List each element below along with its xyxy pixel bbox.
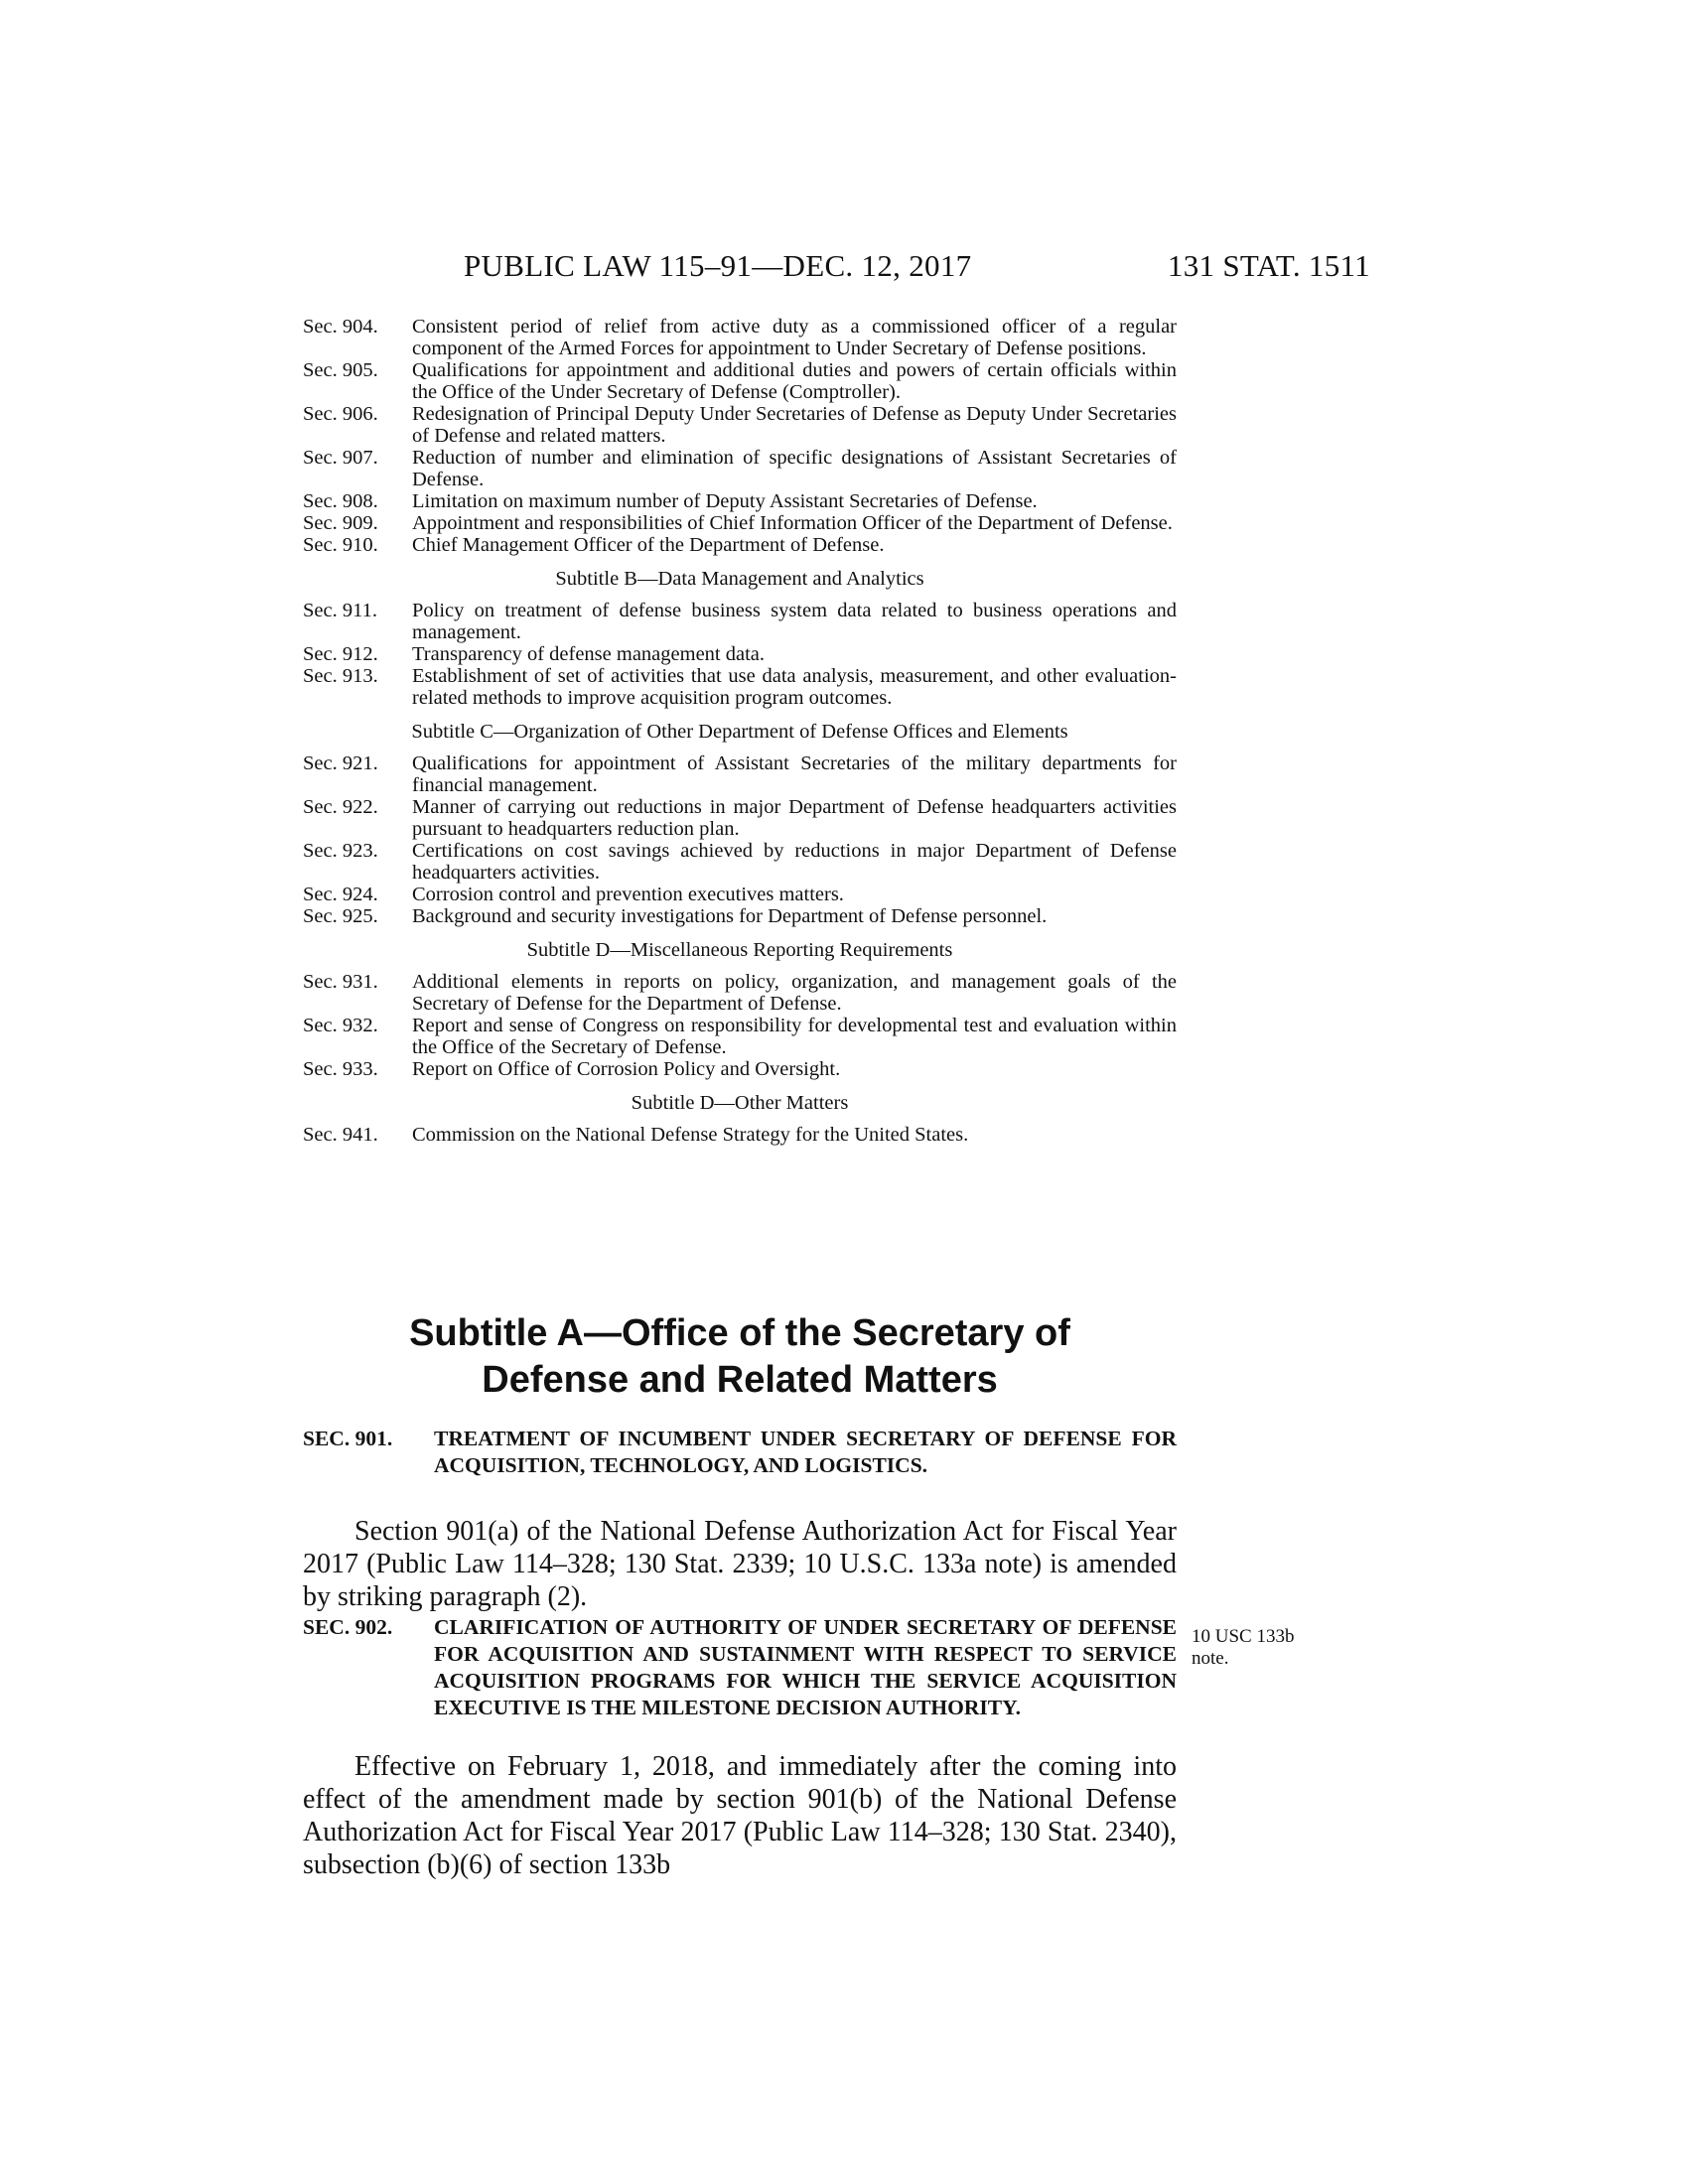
toc-entry: Sec. 913. Establishment of set of activities that use data analysis, measurement, and other evaluation-related methods to improve acquisition program outcomes. bbox=[303, 665, 1177, 709]
margin-note: 10 USC 133b note. bbox=[1192, 1626, 1295, 1669]
subtitle-a-heading: Subtitle A—Office of the Secretary of Defense and Related Matters bbox=[409, 1312, 1070, 1401]
toc-group-subtitle-a bbox=[303, 316, 1177, 556]
toc-entry: Sec. 941. Commission on the National Defense Strategy for the United States. bbox=[303, 1124, 969, 1146]
toc-entry: Sec. 912. Transparency of defense management data. bbox=[303, 643, 766, 665]
toc-entry: Sec. 906. Redesignation of Principal Deputy Under Secretaries of Defense as Deputy Under Secretaries of Defense and related matters. bbox=[303, 403, 1177, 447]
section-902-body: Effective on February 1, 2018, and immediately after the coming into effect of the amendment made by section 901(b) of the National Defense Authorization Act for Fiscal Year 2017 (Public Law 114–328; 130 Stat. 2340), subsection (b)(6) of section 133b bbox=[303, 1751, 1177, 1880]
running-head-stat: 131 STAT. 1511 bbox=[1167, 248, 1370, 283]
toc-entry: Sec. 932. Report and sense of Congress on responsibility for developmental test and evaluation within the Office of the Secretary of Defense. bbox=[303, 1015, 1177, 1058]
toc-entry: Sec. 923. Certifications on cost savings achieved by reductions in major Department of Defense headquarters activities. bbox=[303, 840, 1177, 884]
page-header bbox=[298, 248, 1370, 288]
table-of-contents bbox=[303, 316, 1177, 1146]
toc-group-subtitle-c bbox=[303, 752, 1177, 927]
section-902-heading: SEC. 902. CLARIFICATION OF AUTHORITY OF UNDER SECRETARY OF DEFENSE FOR ACQUISITION AND SUSTAINMENT WITH RESPECT TO SERVICE ACQUISITION PROGRAMS FOR WHICH THE SERVICE ACQUISITION EXECUTIVE IS THE MILESTONE DECISION AUTHORITY. bbox=[303, 1615, 1177, 1719]
toc-entry: Sec. 933. Report on Office of Corrosion Policy and Oversight. bbox=[303, 1058, 841, 1080]
toc-entry: Sec. 908. Limitation on maximum number of Deputy Assistant Secretaries of Defense. bbox=[303, 490, 1038, 512]
toc-entry: Sec. 904. Consistent period of relief from active duty as a commissioned officer of a regular component of the Armed Forces for appointment to Under Secretary of Defense positions. bbox=[303, 316, 1177, 359]
section-901-body: Section 901(a) of the National Defense Authorization Act for Fiscal Year 2017 (Public Law 114–328; 130 Stat. 2339; 10 U.S.C. 133a note) is amended by striking paragraph (2). bbox=[303, 1516, 1177, 1612]
toc-entry: Sec. 909. Appointment and responsibilities of Chief Information Officer of the Department of Defense. bbox=[303, 512, 1173, 534]
toc-group-subtitle-b bbox=[303, 600, 1177, 709]
toc-entry: Sec. 905. Qualifications for appointment and additional duties and powers of certain officials within the Office of the Under Secretary of Defense (Comptroller). bbox=[303, 359, 1177, 403]
toc-group-other-matters bbox=[303, 1124, 1177, 1146]
toc-subtitle-d: Subtitle D—Miscellaneous Reporting Requirements bbox=[526, 939, 953, 961]
toc-entry: Sec. 910. Chief Management Officer of the Department of Defense. bbox=[303, 534, 885, 556]
toc-entry: Sec. 931. Additional elements in reports on policy, organization, and management goals of the Secretary of Defense for the Department of Defense. bbox=[303, 971, 1177, 1015]
toc-entry: Sec. 911. Policy on treatment of defense business system data related to business operations and management. bbox=[303, 600, 1177, 643]
toc-group-subtitle-d bbox=[303, 971, 1177, 1080]
section-901-heading: SEC. 901. TREATMENT OF INCUMBENT UNDER SECRETARY OF DEFENSE FOR ACQUISITION, TECHNOLOGY, AND LOGISTICS. bbox=[303, 1427, 1177, 1477]
toc-subtitle-d-other: Subtitle D—Other Matters bbox=[631, 1092, 849, 1114]
toc-entry: Sec. 921. Qualifications for appointment of Assistant Secretaries of the military departments for financial management. bbox=[303, 752, 1177, 796]
toc-entry: Sec. 925. Background and security investigations for Department of Defense personnel. bbox=[303, 905, 1048, 927]
toc-subtitle-b: Subtitle B—Data Management and Analytics bbox=[555, 568, 924, 590]
toc-entry: Sec. 922. Manner of carrying out reductions in major Department of Defense headquarters activities pursuant to headquarters reduction plan. bbox=[303, 796, 1177, 840]
toc-subtitle-c: Subtitle C—Organization of Other Department of Defense Offices and Elements bbox=[411, 721, 1068, 743]
running-head-law: PUBLIC LAW 115–91—DEC. 12, 2017 bbox=[464, 248, 972, 283]
toc-entry: Sec. 907. Reduction of number and elimination of specific designations of Assistant Secretaries of Defense. bbox=[303, 447, 1177, 490]
toc-entry: Sec. 924. Corrosion control and prevention executives matters. bbox=[303, 884, 844, 905]
